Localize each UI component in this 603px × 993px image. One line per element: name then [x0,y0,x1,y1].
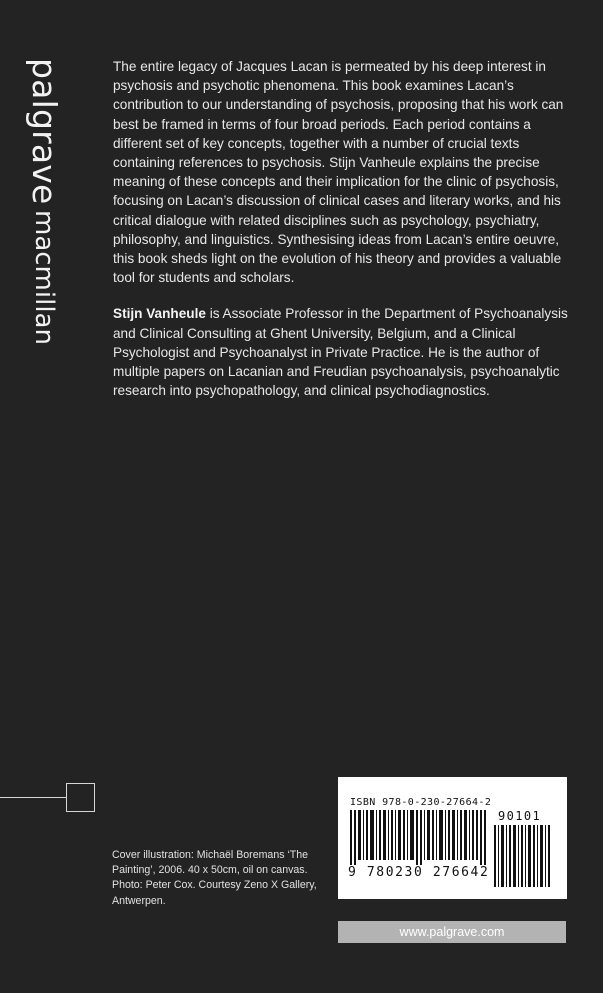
logo-palgrave-text: palgrave [25,58,64,205]
isbn-barcode [338,777,567,899]
isbn-label: ISBN 978-0-230-27664-2 [350,797,492,808]
barcode-bars [338,777,567,899]
decorative-square [66,783,95,812]
author-bio: is Associate Professor in the Department of Psychoanalysis and Clinical Consulting at Ghent University, Belgium, and a Clinical Psychologist and Psychoanalyst in Private Practice. He is the author of multiple papers on Lacanian and Freudian psychoanalysis, psychoanalytic research into psychopathology, and clinical psychodiagnostics. [113,306,568,399]
author-bio-paragraph [113,304,568,400]
back-cover-text [113,57,568,417]
logo-macmillan-text: macmillan [29,209,59,345]
cover-illustration-credit: Cover illustration: Michaël Boremans ‘The Painting’, 2006. 40 x 50cm, oil on canvas. Photo: Peter Cox. Courtesy Zeno X Gallery, Antwerpen. [112,849,317,907]
decorative-line [0,797,66,798]
publisher-logo [25,58,64,345]
barcode-addon-digits: 90101 [498,809,542,823]
book-description: The entire legacy of Jacques Lacan is permeated by his deep interest in psychosis and psychotic phenomena. This book examines Lacan’s contribution to our understanding of psychosis, proposing that his work can best be framed in terms of four broad periods. Each period contains a different set of key concepts, together with a number of crucial texts containing references to psychosis. Stijn Vanheule explains the precise meaning of these concepts and their implication for the clinic of psychosis, focusing on Lacan’s discussion of clinical cases and literary works, and his critical dialogue with related disciplines such as psychology, psychiatry, philosophy, and linguistics. Synthesising ideas from Lacan’s entire oeuvre, this book sheds light on the evolution of his theory and provides a valuable tool for students and scholars. [113,59,564,286]
author-name: Stijn Vanheule [113,306,206,322]
publisher-website-link[interactable]: www.palgrave.com [338,921,566,943]
barcode-ean-digits: 9 780230 276642 [348,865,490,880]
